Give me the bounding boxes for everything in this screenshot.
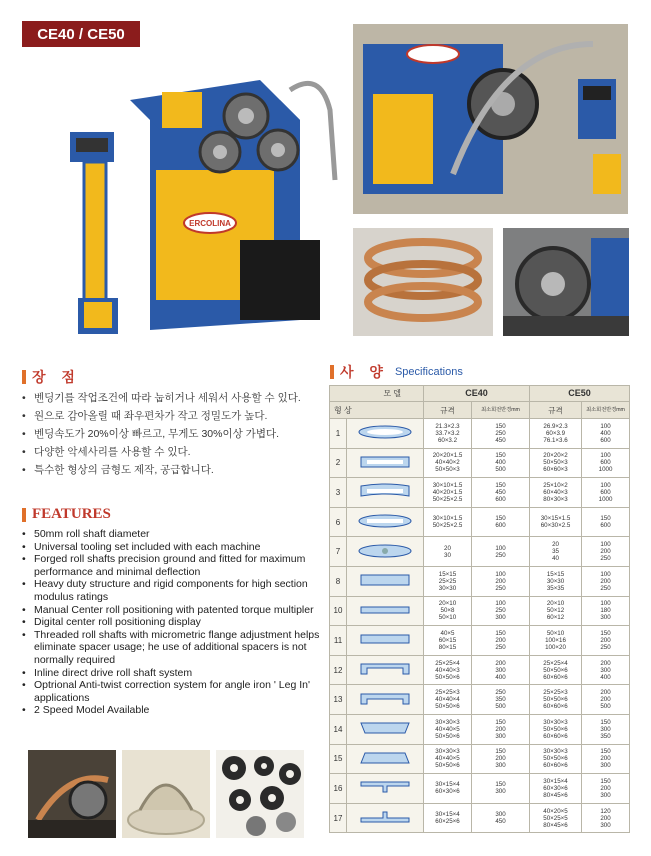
shape-label: 형 상 xyxy=(330,402,424,419)
ce40-min-cell: 100 250 xyxy=(472,537,530,567)
row-number: 2 xyxy=(330,448,347,478)
heading-bar-icon xyxy=(330,365,334,379)
list-item: • 50mm roll shaft diameter xyxy=(22,528,320,541)
list-item: • Optrional Anti-twist correction system for angle iron ' Leg In' applications xyxy=(22,679,320,704)
ce50-size-cell: 30×15×4 60×30×6 80×45×6 xyxy=(530,774,582,804)
shape-icon xyxy=(347,803,424,833)
shape-icon xyxy=(347,537,424,567)
ce40-min-cell: 100 200 250 xyxy=(472,566,530,596)
ce40-size-cell: 21.3×2.3 33.7×3.2 60×3.2 xyxy=(424,419,472,449)
table-row xyxy=(330,744,630,774)
spec-table-wrap xyxy=(329,385,629,833)
ce40-size-cell: 30×15×4 60×25×6 xyxy=(424,803,472,833)
ce50-size-cell: 25×25×3 50×50×6 60×60×6 xyxy=(530,685,582,715)
ce40-min-cell: 150 200 300 xyxy=(472,744,530,774)
row-number: 16 xyxy=(330,774,347,804)
table-row xyxy=(330,419,630,449)
list-item: • 벤딩기를 작업조건에 따라 눕히거나 세워서 사용할 수 있다. xyxy=(22,389,327,407)
model-badge: CE40 / CE50 xyxy=(22,21,140,47)
shape-icon xyxy=(347,419,424,449)
list-item: • Forged roll shafts precision ground and fitted for maximum performance and minimal deflection xyxy=(22,553,320,578)
die-profile-photo xyxy=(122,750,210,838)
heading-bar-icon xyxy=(22,508,26,522)
ce40-size-cell: 30×30×3 40×40×5 50×50×6 xyxy=(424,714,472,744)
advantages-heading xyxy=(22,367,81,387)
ce40-min-cell: 300 450 xyxy=(472,803,530,833)
ce40-header: CE40 xyxy=(424,386,530,402)
spec-title-kor: 사 양 xyxy=(340,364,389,380)
ce40-size-header: 규격 xyxy=(424,402,472,419)
ce50-size-cell: 40×20×5 50×25×5 80×45×6 xyxy=(530,803,582,833)
shape-icon xyxy=(347,596,424,626)
ce50-min-cell: 150 200 250 xyxy=(582,626,630,656)
heading-bar-icon xyxy=(22,370,26,384)
shape-icon xyxy=(347,507,424,537)
ce40-size-cell: 20 30 xyxy=(424,537,472,567)
row-number: 3 xyxy=(330,478,347,508)
ce50-size-cell: 50×10 100×16 100×20 xyxy=(530,626,582,656)
ce40-min-cell: 150 400 500 xyxy=(472,448,530,478)
ce40-min-cell: 150 450 600 xyxy=(472,478,530,508)
spec-title-eng: Specifications xyxy=(394,366,463,378)
ce40-size-cell: 20×20×1.5 40×40×2 50×50×3 xyxy=(424,448,472,478)
row-number: 17 xyxy=(330,803,347,833)
ce40-size-cell: 40×5 60×15 80×15 xyxy=(424,626,472,656)
machine-illustration xyxy=(60,40,340,340)
table-row xyxy=(330,655,630,685)
list-item: • 다양한 악세사리를 사용할 수 있다. xyxy=(22,443,327,461)
coil-photo xyxy=(353,228,493,336)
ce50-size-cell: 30×15×1.5 60×30×2.5 xyxy=(530,507,582,537)
ce40-size-cell: 25×25×4 40×40×3 50×50×6 xyxy=(424,655,472,685)
list-item: • 특수한 형상의 금형도 제작, 공급합니다. xyxy=(22,461,327,479)
ce50-size-cell: 20×10 50×12 60×12 xyxy=(530,596,582,626)
row-number: 11 xyxy=(330,626,347,656)
row-number: 7 xyxy=(330,537,347,567)
row-number: 6 xyxy=(330,507,347,537)
list-item: • Heavy duty structure and rigid components for high section modulus ratings xyxy=(22,578,320,603)
ce50-size-cell: 25×10×2 60×40×3 80×30×3 xyxy=(530,478,582,508)
row-number: 14 xyxy=(330,714,347,744)
brand-logo: ERCOLINA xyxy=(189,219,231,228)
features-heading xyxy=(22,506,111,523)
ce40-size-cell: 30×15×4 60×30×6 xyxy=(424,774,472,804)
list-item: • Digital center roll positioning display xyxy=(22,616,320,629)
table-row xyxy=(330,507,630,537)
advantages-list xyxy=(22,389,327,479)
shape-icon xyxy=(347,744,424,774)
ce40-min-cell: 150 200 300 xyxy=(472,714,530,744)
table-row xyxy=(330,714,630,744)
list-item: • 원으로 감아올릴 때 좌우편차가 작고 정밀도가 높다. xyxy=(22,407,327,425)
ce50-min-cell: 150 200 300 xyxy=(582,744,630,774)
list-item: • Universal tooling set included with each machine xyxy=(22,541,320,554)
roller-detail-photo xyxy=(28,750,116,838)
row-number: 15 xyxy=(330,744,347,774)
ce50-size-cell: 30×30×3 50×50×6 60×60×6 xyxy=(530,714,582,744)
list-item: • 2 Speed Model Available xyxy=(22,704,320,717)
list-item: • Inline direct drive roll shaft system xyxy=(22,667,320,680)
features-list xyxy=(22,528,320,717)
table-row xyxy=(330,626,630,656)
shape-icon xyxy=(347,626,424,656)
ce40-min-cell: 150 200 250 xyxy=(472,626,530,656)
shape-icon xyxy=(347,448,424,478)
table-row xyxy=(330,478,630,508)
ce40-min-cell: 250 350 500 xyxy=(472,685,530,715)
ce40-min-header: 최소회전반경mm xyxy=(472,402,530,419)
ce50-min-cell: 100 200 250 xyxy=(582,566,630,596)
ce50-min-cell: 200 200 500 xyxy=(582,685,630,715)
ce50-min-cell: 200 300 400 xyxy=(582,655,630,685)
spec-table xyxy=(329,385,630,833)
table-row xyxy=(330,537,630,567)
ce40-size-cell: 30×10×1.5 40×20×1.5 50×25×2.5 xyxy=(424,478,472,508)
features-title: FEATURES xyxy=(32,506,111,522)
row-number: 1 xyxy=(330,419,347,449)
shape-icon xyxy=(347,685,424,715)
row-number: 8 xyxy=(330,566,347,596)
table-row xyxy=(330,803,630,833)
model-label: 모 델 xyxy=(330,386,424,402)
ce40-size-cell: 15×15 25×25 30×30 xyxy=(424,566,472,596)
ce40-size-cell: 30×10×1.5 50×25×2.5 xyxy=(424,507,472,537)
table-row xyxy=(330,448,630,478)
list-item: • 벤딩속도가 20%이상 빠르고, 무게도 30%이상 가볍다. xyxy=(22,425,327,443)
list-item: • Manual Center roll positioning with patented torque multipler xyxy=(22,604,320,617)
table-row xyxy=(330,774,630,804)
advantages-title: 장 점 xyxy=(32,369,81,385)
ce50-size-header: 규격 xyxy=(530,402,582,419)
shape-icon xyxy=(347,566,424,596)
ce50-min-cell: 100 600 1000 xyxy=(582,478,630,508)
ce50-min-cell: 150 300 350 xyxy=(582,714,630,744)
ce50-min-cell: 100 400 600 xyxy=(582,419,630,449)
ce40-min-cell: 150 300 xyxy=(472,774,530,804)
table-row xyxy=(330,685,630,715)
ce40-size-cell: 20×10 50×8 50×10 xyxy=(424,596,472,626)
table-row xyxy=(330,596,630,626)
ce50-header: CE50 xyxy=(530,386,630,402)
ce50-min-cell: 100 200 250 xyxy=(582,537,630,567)
shape-icon xyxy=(347,714,424,744)
ce40-min-cell: 150 600 xyxy=(472,507,530,537)
row-number: 10 xyxy=(330,596,347,626)
ce40-min-cell: 150 250 450 xyxy=(472,419,530,449)
shape-icon xyxy=(347,774,424,804)
shape-icon xyxy=(347,655,424,685)
ce40-min-cell: 100 250 300 xyxy=(472,596,530,626)
row-number: 13 xyxy=(330,685,347,715)
ce50-min-cell: 150 600 xyxy=(582,507,630,537)
ce50-min-cell: 100 600 1000 xyxy=(582,448,630,478)
tooling-set-photo xyxy=(216,750,304,838)
machine-photo-top xyxy=(353,24,628,214)
ce50-size-cell: 25×25×4 50×50×6 60×60×6 xyxy=(530,655,582,685)
ce40-min-cell: 200 300 400 xyxy=(472,655,530,685)
row-number: 12 xyxy=(330,655,347,685)
ce50-size-cell: 15×15 30×30 35×35 xyxy=(530,566,582,596)
ce50-min-cell: 120 200 300 xyxy=(582,803,630,833)
ce50-min-cell: 150 200 300 xyxy=(582,774,630,804)
ce40-size-cell: 30×30×3 40×40×5 50×50×6 xyxy=(424,744,472,774)
roll-closeup-photo xyxy=(503,228,629,336)
list-item: • Threaded roll shafts with micrometric flange adjustment helps eliminate spacer usage; he use of additional spacers is not normally required xyxy=(22,629,320,667)
ce50-size-cell: 20 35 40 xyxy=(530,537,582,567)
spec-heading xyxy=(330,362,463,382)
ce50-size-cell: 20×20×2 50×50×3 60×60×3 xyxy=(530,448,582,478)
ce40-size-cell: 25×25×3 40×40×4 50×50×6 xyxy=(424,685,472,715)
ce50-min-cell: 100 180 300 xyxy=(582,596,630,626)
table-row xyxy=(330,566,630,596)
ce50-size-cell: 30×30×3 50×50×6 60×60×6 xyxy=(530,744,582,774)
ce50-size-cell: 26.9×2.3 60×3.9 76.1×3.6 xyxy=(530,419,582,449)
ce50-min-header: 최소회전반경mm xyxy=(582,402,630,419)
shape-icon xyxy=(347,478,424,508)
